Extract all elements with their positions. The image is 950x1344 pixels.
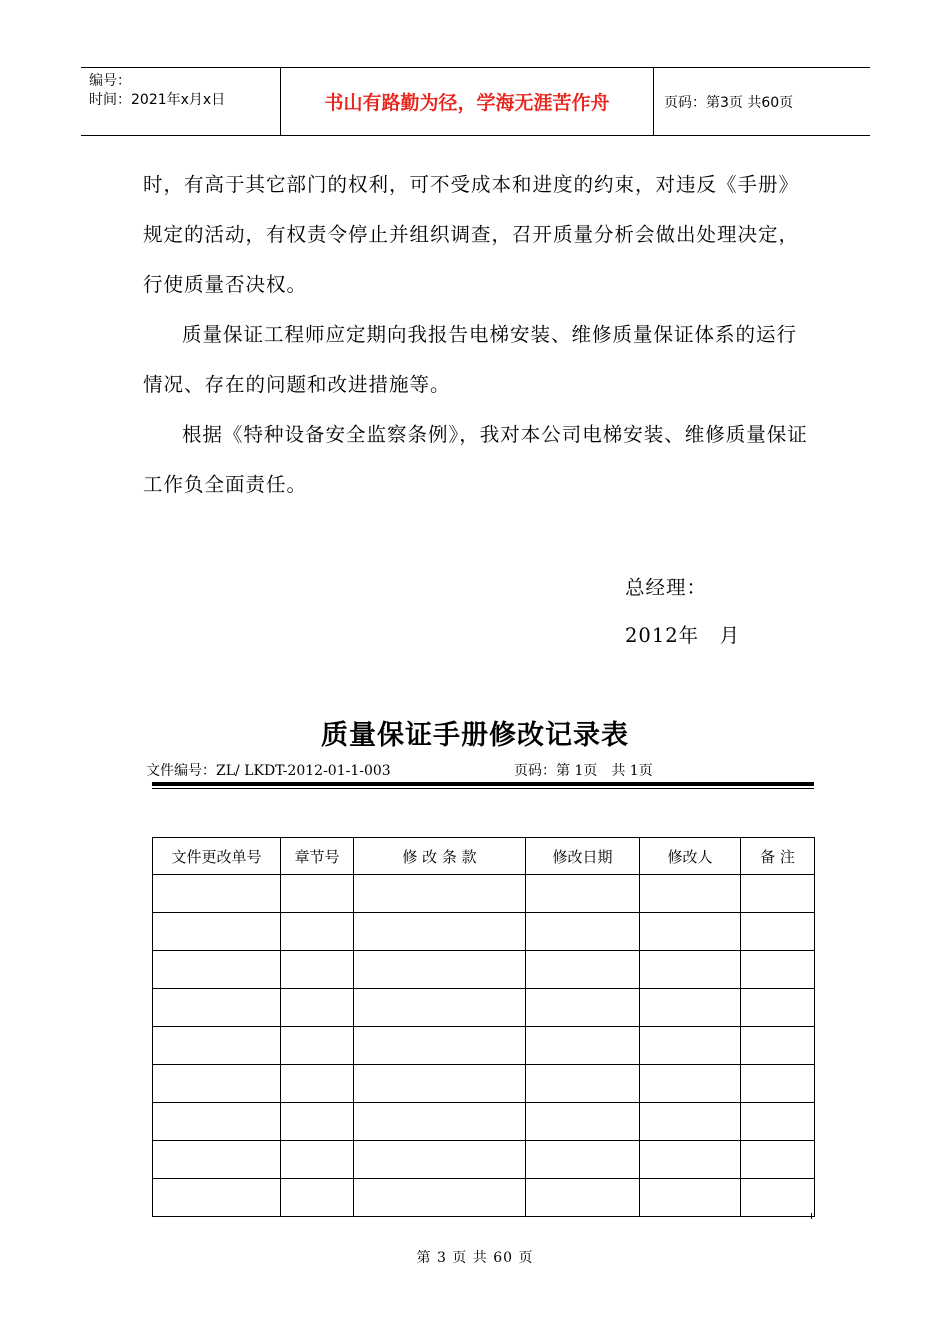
header-slogan: 书山有路勤为径，学海无涯苦作舟 xyxy=(281,68,654,135)
table-row xyxy=(153,1065,815,1103)
table-cell xyxy=(281,1027,354,1065)
table-cell xyxy=(741,1103,815,1141)
table-row xyxy=(153,1141,815,1179)
sign-date: 2012年 月 xyxy=(625,624,741,647)
table-cell xyxy=(526,1179,640,1217)
table-cell xyxy=(526,1065,640,1103)
table-row xyxy=(153,989,815,1027)
form-title: 质量保证手册修改记录表 xyxy=(321,720,629,751)
table-cell xyxy=(281,1065,354,1103)
table-cell xyxy=(153,989,281,1027)
col-change-number: 文件更改单号 xyxy=(153,838,281,875)
table-cell xyxy=(741,1141,815,1179)
table-row xyxy=(153,875,815,913)
col-chapter: 章节号 xyxy=(281,838,354,875)
signer-label: 总经理： xyxy=(625,576,708,599)
table-row xyxy=(153,913,815,951)
table-cell xyxy=(281,989,354,1027)
table-edge-mark xyxy=(811,1213,812,1219)
table-cell xyxy=(281,1179,354,1217)
table-cell xyxy=(153,1027,281,1065)
body-paragraph-1: 时，有高于其它部门的权利，可不受成本和进度的约束，对违反《手册》规定的活动，有权责令停止并组织调查，召开质量分析会做出处理决定，行使质量否决权。 xyxy=(143,173,800,296)
table-cell xyxy=(281,875,354,913)
table-cell xyxy=(640,951,741,989)
page-header xyxy=(81,67,870,136)
table-cell xyxy=(741,1179,815,1217)
table-cell xyxy=(153,951,281,989)
table-cell xyxy=(640,1103,741,1141)
table-cell xyxy=(526,951,640,989)
table-cell xyxy=(640,1027,741,1065)
table-cell xyxy=(526,989,640,1027)
table-cell xyxy=(741,951,815,989)
table-body xyxy=(153,875,815,1217)
header-time-label: 时间：2021年x月x日 xyxy=(89,92,226,108)
table-cell xyxy=(640,875,741,913)
table-cell xyxy=(354,1065,526,1103)
table-cell xyxy=(354,913,526,951)
page-footer: 第 3 页 共 60 页 xyxy=(416,1250,534,1266)
table-cell xyxy=(640,1179,741,1217)
table-cell xyxy=(153,913,281,951)
table-cell xyxy=(640,989,741,1027)
col-clause: 修 改 条 款 xyxy=(354,838,526,875)
table-header-row xyxy=(153,838,815,875)
table-cell xyxy=(153,875,281,913)
table-cell xyxy=(741,875,815,913)
table-cell xyxy=(640,913,741,951)
table-cell xyxy=(741,1065,815,1103)
table-cell xyxy=(741,989,815,1027)
revision-record-table xyxy=(152,837,815,1217)
table-row xyxy=(153,951,815,989)
col-remarks: 备 注 xyxy=(741,838,815,875)
table-cell xyxy=(354,1103,526,1141)
table-cell xyxy=(526,1027,640,1065)
table-cell xyxy=(354,989,526,1027)
header-number-label: 编号： xyxy=(89,73,131,89)
table-cell xyxy=(281,1141,354,1179)
body-paragraph-2: 质量保证工程师应定期向我报告电梯安装、维修质量保证体系的运行情况、存在的问题和改进措施等。 xyxy=(143,323,798,396)
body-paragraph-3: 根据《特种设备安全监察条例》，我对本公司电梯安装、维修质量保证工作负全面责任。 xyxy=(143,423,808,496)
table-cell xyxy=(281,913,354,951)
header-page-info: 页码：第3页 共60页 xyxy=(664,94,794,111)
form-page-code: 页码：第 1页 共 1页 xyxy=(514,763,653,779)
table-cell xyxy=(153,1065,281,1103)
col-date: 修改日期 xyxy=(526,838,640,875)
table-cell xyxy=(354,1141,526,1179)
doc-number: 文件编号：ZL/ LKDT-2012-01-1-003 xyxy=(146,763,391,779)
table-cell xyxy=(526,875,640,913)
table-cell xyxy=(526,913,640,951)
table-cell xyxy=(354,1027,526,1065)
table-cell xyxy=(153,1103,281,1141)
header-info xyxy=(81,68,281,135)
table-cell xyxy=(526,1103,640,1141)
divider-thin xyxy=(152,788,814,789)
table-cell xyxy=(354,1179,526,1217)
table-cell xyxy=(741,1027,815,1065)
table-cell xyxy=(526,1141,640,1179)
col-editor: 修改人 xyxy=(640,838,741,875)
table-cell xyxy=(153,1179,281,1217)
divider-thick xyxy=(152,782,814,786)
table-cell xyxy=(640,1141,741,1179)
table-row xyxy=(153,1103,815,1141)
table-cell xyxy=(281,1103,354,1141)
table-row xyxy=(153,1179,815,1217)
table-cell xyxy=(354,875,526,913)
table-cell xyxy=(354,951,526,989)
table-cell xyxy=(281,951,354,989)
table-cell xyxy=(741,913,815,951)
table-cell xyxy=(153,1141,281,1179)
table-cell xyxy=(640,1065,741,1103)
table-row xyxy=(153,1027,815,1065)
